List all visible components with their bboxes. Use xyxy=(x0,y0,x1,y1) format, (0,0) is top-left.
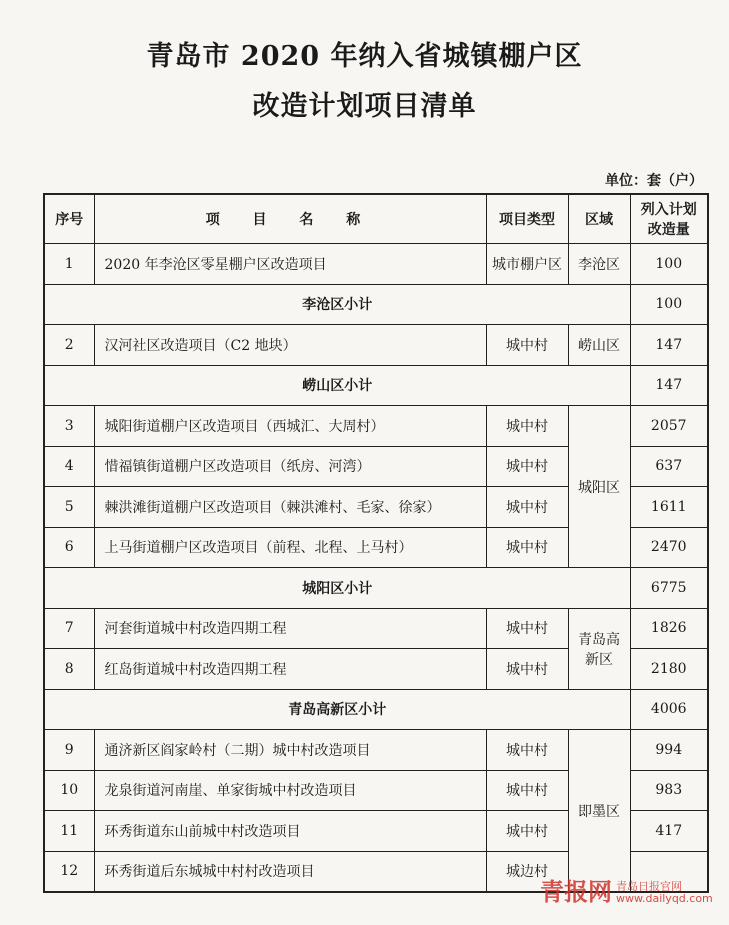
project-type: 城中村 xyxy=(486,527,568,568)
subtotal-row xyxy=(44,689,708,730)
subtotal-amount: 6775 xyxy=(630,568,708,609)
header-name: 项 目 名 称 xyxy=(94,194,486,244)
project-type: 城边村 xyxy=(486,851,568,892)
row-number: 3 xyxy=(44,406,94,447)
unit-label: 单位：套（户） xyxy=(605,173,703,189)
table-row xyxy=(44,608,708,649)
district: 青岛高新区 xyxy=(568,608,630,689)
planned-amount: 637 xyxy=(630,446,708,487)
project-name: 河套街道城中村改造四期工程 xyxy=(94,608,486,649)
district: 李沧区 xyxy=(568,244,630,285)
project-type: 城中村 xyxy=(486,730,568,771)
row-number: 2 xyxy=(44,325,94,366)
table-row xyxy=(44,325,708,366)
planned-amount: 1611 xyxy=(630,487,708,528)
subtotal-label: 崂山区小计 xyxy=(44,365,630,406)
project-type: 城中村 xyxy=(486,406,568,447)
header-amount: 列入计划改造量 xyxy=(630,194,708,244)
row-number: 6 xyxy=(44,527,94,568)
planned-amount: 417 xyxy=(630,811,708,852)
planned-amount: 994 xyxy=(630,730,708,771)
project-name: 通济新区阎家岭村（二期）城中村改造项目 xyxy=(94,730,486,771)
project-name: 棘洪滩街道棚户区改造项目（棘洪滩村、毛家、徐家） xyxy=(94,487,486,528)
project-type: 城市棚户区 xyxy=(486,244,568,285)
table-header-row xyxy=(44,194,708,244)
planned-amount: 2470 xyxy=(630,527,708,568)
document-title-line2: 改造计划项目清单 xyxy=(252,91,477,122)
header-no: 序号 xyxy=(44,194,94,244)
header-type: 项目类型 xyxy=(486,194,568,244)
subtotal-label: 青岛高新区小计 xyxy=(44,689,630,730)
subtotal-amount: 4006 xyxy=(630,689,708,730)
project-type: 城中村 xyxy=(486,487,568,528)
row-number: 9 xyxy=(44,730,94,771)
project-type: 城中村 xyxy=(486,325,568,366)
project-name: 2020 年李沧区零星棚户区改造项目 xyxy=(94,244,486,285)
project-type: 城中村 xyxy=(486,811,568,852)
table-row xyxy=(44,244,708,285)
project-name: 城阳街道棚户区改造项目（西城汇、大周村） xyxy=(94,406,486,447)
row-number: 4 xyxy=(44,446,94,487)
planned-amount: 147 xyxy=(630,325,708,366)
project-type: 城中村 xyxy=(486,770,568,811)
subtotal-row xyxy=(44,568,708,609)
table-row xyxy=(44,406,708,447)
row-number: 8 xyxy=(44,649,94,690)
row-number: 10 xyxy=(44,770,94,811)
subtotal-amount: 147 xyxy=(630,365,708,406)
subtotal-row xyxy=(44,365,708,406)
document-title-line1: 青岛市 2020 年纳入省城镇棚户区 xyxy=(146,41,583,72)
district: 城阳区 xyxy=(568,406,630,568)
subtotal-row xyxy=(44,284,708,325)
project-name: 红岛街道城中村改造四期工程 xyxy=(94,649,486,690)
planned-amount: 2057 xyxy=(630,406,708,447)
subtotal-label: 李沧区小计 xyxy=(44,284,630,325)
row-number: 11 xyxy=(44,811,94,852)
row-number: 1 xyxy=(44,244,94,285)
row-number: 7 xyxy=(44,608,94,649)
project-type: 城中村 xyxy=(486,446,568,487)
district: 崂山区 xyxy=(568,325,630,366)
subtotal-label: 城阳区小计 xyxy=(44,568,630,609)
project-type: 城中村 xyxy=(486,608,568,649)
project-type: 城中村 xyxy=(486,649,568,690)
project-table xyxy=(43,193,709,893)
project-name: 龙泉街道河南崖、单家街城中村改造项目 xyxy=(94,770,486,811)
table-body xyxy=(44,244,708,893)
table-row xyxy=(44,730,708,771)
project-name: 环秀街道东山前城中村改造项目 xyxy=(94,811,486,852)
district: 即墨区 xyxy=(568,730,630,893)
project-name: 惜福镇街道棚户区改造项目（纸房、河湾） xyxy=(94,446,486,487)
row-number: 12 xyxy=(44,851,94,892)
project-name: 环秀街道后东城城中村村改造项目 xyxy=(94,851,486,892)
subtotal-amount: 100 xyxy=(630,284,708,325)
row-number: 5 xyxy=(44,487,94,528)
project-name: 上马街道棚户区改造项目（前程、北程、上马村） xyxy=(94,527,486,568)
watermark-logo: 青报网 青岛日报官网 www.dailyqd.com xyxy=(540,878,713,906)
planned-amount: 100 xyxy=(630,244,708,285)
planned-amount: 1826 xyxy=(630,608,708,649)
planned-amount: 2180 xyxy=(630,649,708,690)
project-name: 汉河社区改造项目（C2 地块） xyxy=(94,325,486,366)
header-district: 区域 xyxy=(568,194,630,244)
planned-amount: 983 xyxy=(630,770,708,811)
